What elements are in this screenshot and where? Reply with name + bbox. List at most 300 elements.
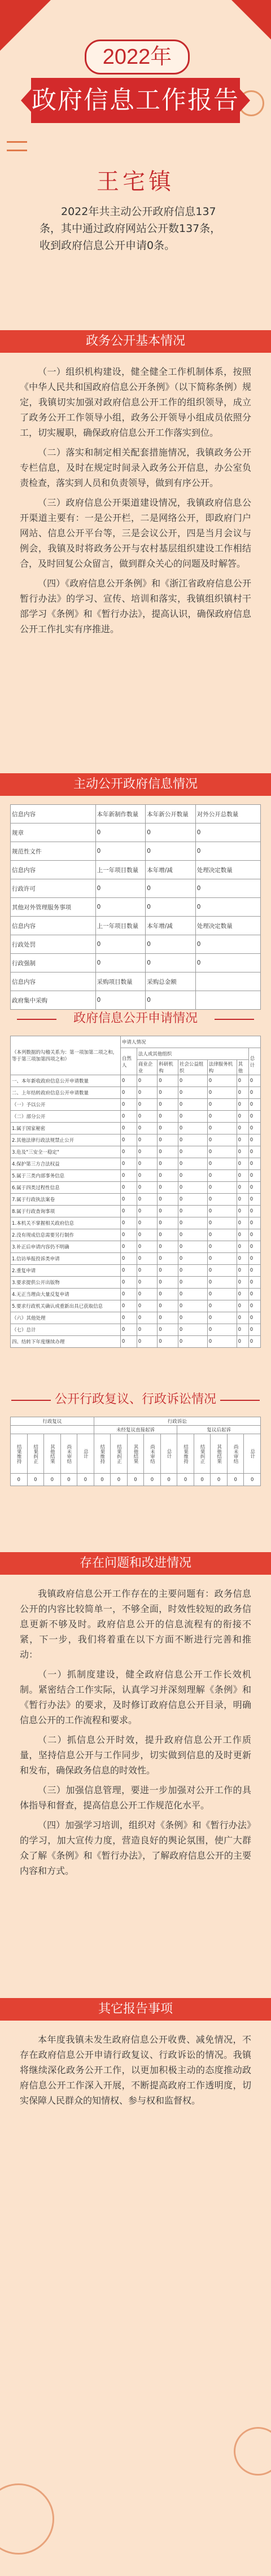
table-cell: 信息内容: [11, 805, 96, 823]
review-litigation-table: [10, 1417, 261, 1486]
table-cell: 0: [178, 1217, 207, 1229]
table-row-label: （二）部分公开: [11, 1111, 121, 1123]
table-cell: 0: [248, 1087, 260, 1099]
table-cell: 0: [207, 1158, 237, 1170]
table-cell: 0: [207, 1194, 237, 1206]
table-row: [11, 1217, 261, 1229]
table-cell: 0: [158, 1146, 178, 1158]
report-title-banner: 政府信息工作报告: [31, 78, 240, 123]
table-cell: 0: [120, 1253, 137, 1265]
table-cell: 0: [178, 1241, 207, 1253]
table-cell: 0: [120, 1300, 137, 1312]
table-cell: 0: [211, 1474, 228, 1486]
table-cell: 0: [178, 1300, 207, 1312]
table-cell: 0: [158, 1075, 178, 1087]
table-cell: 0: [248, 1324, 260, 1336]
table-cell: 0: [178, 1170, 207, 1182]
table-row: [11, 1289, 261, 1300]
table-cell: 0: [237, 1182, 248, 1194]
table-cell: 0: [95, 935, 146, 954]
table-cell: 0: [77, 1474, 94, 1486]
table-cell: 0: [120, 1111, 137, 1123]
table-row: [11, 861, 261, 879]
table-cell: 上一年项目数量: [95, 917, 146, 935]
table-cell: 0: [207, 1312, 237, 1324]
table-cell: 0: [137, 1300, 158, 1312]
table-row-label: （六）其他处理: [11, 1312, 121, 1324]
table-cell: 0: [207, 1253, 237, 1265]
table-row: [11, 1474, 261, 1486]
table-cell: 0: [237, 1241, 248, 1253]
table-cell: 0: [207, 1229, 237, 1241]
table-cell: 0: [237, 1123, 248, 1134]
table-row: [11, 1146, 261, 1158]
table-cell: 信息内容: [11, 861, 96, 879]
table-cell: 0: [158, 1241, 178, 1253]
table-cell: 0: [120, 1206, 137, 1217]
table-cell: 行政许可: [11, 879, 96, 898]
table-row-label: 5.要求行政机关确认或重新出具已获取信息: [11, 1300, 121, 1312]
table-group-header: [11, 1426, 94, 1434]
table-cell: 处理决定数量: [195, 861, 260, 879]
table-cell: 0: [158, 1336, 178, 1348]
table-cell: 0: [237, 1289, 248, 1300]
table-cell: 0: [195, 823, 260, 842]
table-row: [11, 1277, 261, 1289]
paragraph: 本年度我镇未发生政府信息公开收费、减免情况，不存在政府信息公开申请行政复议、行政诉讼的情况。我镇将继续深化政务公开工作，以更加积极主动的态度推动政府信息公开工作深入开展，不断提高政府工作透明度，切实保障人民群众的知情权、参与权和监督权。: [20, 2034, 251, 2106]
table-cell: 0: [248, 1123, 260, 1134]
paragraph: 我镇政府信息公开工作存在的主要问题有：政务信息公开的内容比较简单一，不够全面，时效性较短的政务信息更新不够及时。政府信息公开的信息流程有的衔接不紧，下一步，我们将着重在以下方面不断进行完善和推动：: [20, 1588, 251, 1660]
table-row-label: 6.属于四类过程性信息: [11, 1182, 121, 1194]
corner-decoration-right: [231, 0, 271, 40]
table-cell: 0: [178, 1087, 207, 1099]
section-body-problems: [20, 1586, 251, 1878]
table-cell: 0: [158, 1229, 178, 1241]
table-col-header: 科研机构: [158, 1060, 178, 1075]
table-cell: 0: [178, 1229, 207, 1241]
table-group-header: 行政诉讼: [94, 1417, 260, 1426]
report-year-badge: 2022年: [85, 40, 190, 75]
table-cell: 0: [237, 1300, 248, 1312]
table-cell: 0: [237, 1146, 248, 1158]
table-cell: 0: [120, 1134, 137, 1146]
table-cell: 0: [178, 1123, 207, 1134]
divider: [215, 1019, 254, 1020]
table-cell: 0: [248, 1289, 260, 1300]
table-cell: 0: [137, 1146, 158, 1158]
table-cell: 0: [178, 1099, 207, 1111]
table-cell: [195, 991, 260, 1010]
table-cell: 0: [207, 1277, 237, 1289]
table-cell: 0: [137, 1229, 158, 1241]
table-cell: 0: [248, 1241, 260, 1253]
circle-decoration: [0, 2483, 54, 2555]
table-row: [11, 823, 261, 842]
table-cell: 0: [207, 1206, 237, 1217]
table-cell: 0: [178, 1182, 207, 1194]
table-row: [11, 879, 261, 898]
table-row: [11, 1158, 261, 1170]
table-cell: 0: [27, 1474, 44, 1486]
table-cell: 0: [178, 1336, 207, 1348]
table-row: [11, 1417, 261, 1426]
table-cell: 0: [248, 1277, 260, 1289]
applications-table-body: [11, 1075, 261, 1348]
stripe-decoration: [7, 141, 27, 151]
table-cell: 0: [158, 1158, 178, 1170]
table-cell: 0: [237, 1099, 248, 1111]
table-cell: 0: [237, 1229, 248, 1241]
table-cell: 0: [120, 1170, 137, 1182]
table-row-label: 1.本机关不掌握相关政府信息: [11, 1217, 121, 1229]
table-cell: 0: [237, 1158, 248, 1170]
table-cell: 0: [195, 898, 260, 917]
table-row-label: 5.属于三类内部事务信息: [11, 1170, 121, 1182]
table-cell: 0: [158, 1170, 178, 1182]
table-cell: 0: [248, 1253, 260, 1265]
table-cell: 0: [120, 1324, 137, 1336]
table-row-label: （一）予以公开: [11, 1099, 121, 1111]
table-row-label: 二、上年结转政府信息公开申请数量: [11, 1087, 121, 1099]
table-cell: 0: [137, 1158, 158, 1170]
table-cell: 0: [248, 1158, 260, 1170]
table-col-header: 总计: [77, 1434, 94, 1474]
table-cell: 0: [11, 1474, 28, 1486]
table-cell: 0: [244, 1474, 261, 1486]
table-cell: 本年增/减: [146, 861, 196, 879]
table-cell: 0: [120, 1241, 137, 1253]
table-cell: 0: [195, 842, 260, 861]
table-row: [11, 1087, 261, 1099]
paragraph: （四）加强学习培训，组织对《条例》和《暂行办法》的学习，加大宣传力度，营造良好的舆论氛围，使广大群众了解《条例》和《暂行办法》，了解政府信息公开的主要内容和方式。: [20, 1820, 251, 1876]
table-cell: 0: [146, 935, 196, 954]
table-cell: 0: [237, 1206, 248, 1217]
table-cell: 0: [160, 1474, 177, 1486]
table-group-header: 未经复议直接起诉: [94, 1426, 177, 1434]
table-cell: 0: [207, 1087, 237, 1099]
table-cell: 0: [207, 1182, 237, 1194]
table-cell: 0: [237, 1312, 248, 1324]
table-cell: 0: [195, 935, 260, 954]
table-cell: 0: [178, 1134, 207, 1146]
table-col-header: 尚未审结: [144, 1434, 161, 1474]
paragraph: （三）政府信息公开渠道建设情况，我镇政府信息公开渠道主要有：一是公开栏，二是网络公开，即政府门户网站、信息公开平台等，三是会议公开，四是当月会议与例会，我镇及时将政务公开与农村基层组织建设工作相结合，及时回复公众留言，做到群众关心的问题及时解答。: [20, 497, 251, 569]
table-row-label: 8.属于行政查询事项: [11, 1206, 121, 1217]
table-col-header: 总计: [160, 1434, 177, 1474]
table-cell: 0: [178, 1158, 207, 1170]
applications-table: [10, 1036, 261, 1348]
table-cell: [195, 972, 260, 991]
table-row: [11, 1336, 261, 1348]
table-cell: 0: [237, 1170, 248, 1182]
table-row-label: 一、本年新收政府信息公开申请数量: [11, 1075, 121, 1087]
report-intro: 2022年共主动公开政府信息137条，其中通过政府网站公开数137条，收到政府信息公开申请0条。: [40, 205, 221, 252]
table-cell: 信息内容: [11, 917, 96, 935]
table-cell: 规章: [11, 823, 96, 842]
table-cell: 0: [120, 1087, 137, 1099]
table-row-label: 3.危及"三安全一稳定": [11, 1146, 121, 1158]
table-col-header: 尚未审结: [227, 1434, 244, 1474]
table-cell: 0: [178, 1194, 207, 1206]
table-cell: 0: [137, 1253, 158, 1265]
section-title-active-disclosure: 主动公开政府信息情况: [0, 773, 271, 796]
table-row: [11, 805, 261, 823]
section-title-review-litigation: [0, 1388, 271, 1411]
table-cell: 0: [146, 898, 196, 917]
table-row-label: 四、结转下年度继续办理: [11, 1336, 121, 1348]
table-row: [11, 1241, 261, 1253]
table-cell: 0: [207, 1217, 237, 1229]
section-body-basic: [20, 364, 251, 637]
table-cell: 0: [158, 1182, 178, 1194]
table-cell: 0: [137, 1134, 158, 1146]
table-cell: 0: [120, 1099, 137, 1111]
table-cell: 0: [248, 1182, 260, 1194]
table-cell: 规范性文件: [11, 842, 96, 861]
table-cell: 0: [158, 1265, 178, 1277]
table-row-label: 4.保护第三方合法权益: [11, 1158, 121, 1170]
table-cell: 0: [158, 1087, 178, 1099]
table-cell: 0: [137, 1265, 158, 1277]
table-row-label: 7.属于行政执法案卷: [11, 1194, 121, 1206]
table-cell: 0: [248, 1099, 260, 1111]
section-title-text: 政府信息公开申请情况: [73, 1011, 198, 1026]
table-row: [11, 935, 261, 954]
table-row: [11, 1134, 261, 1146]
table-col-header: 法人或其他组织: [137, 1048, 248, 1060]
table-col-header: 总计: [248, 1048, 260, 1075]
table-cell: 0: [120, 1075, 137, 1087]
table-cell: 本年新制作数量: [95, 805, 146, 823]
table-cell: 0: [137, 1075, 158, 1087]
table-cell: 0: [207, 1111, 237, 1123]
table-cell: 0: [127, 1474, 144, 1486]
corner-decoration-left: [0, 0, 51, 51]
table-cell: 0: [178, 1111, 207, 1123]
table-cell: 行政处罚: [11, 935, 96, 954]
table-cell: 0: [146, 842, 196, 861]
table-cell: 0: [95, 991, 146, 1010]
table-cell: 0: [158, 1217, 178, 1229]
table-col-header: 总计: [244, 1434, 261, 1474]
table-col-header: 法律服务机构: [207, 1060, 237, 1075]
table-cell: 0: [178, 1265, 207, 1277]
table-cell: 0: [207, 1075, 237, 1087]
table-row: [11, 1426, 261, 1434]
table-row-label: 2.没有现成信息需要另行制作: [11, 1229, 121, 1241]
table-cell: 0: [120, 1336, 137, 1348]
table-cell: 0: [158, 1277, 178, 1289]
table-cell: 0: [248, 1312, 260, 1324]
table-group-header: 复议后起诉: [177, 1426, 261, 1434]
circle-decoration: [234, 2427, 271, 2476]
table-cell: 0: [120, 1217, 137, 1229]
table-cell: 行政强制: [11, 954, 96, 972]
table-col-header: 结果纠正: [27, 1434, 44, 1474]
divider: [11, 1400, 51, 1401]
table-group-header: 行政复议: [11, 1417, 94, 1426]
table-row: [11, 1036, 261, 1048]
table-cell: 0: [207, 1170, 237, 1182]
table-cell: 0: [194, 1474, 211, 1486]
table-cell: 0: [158, 1111, 178, 1123]
table-cell: 0: [120, 1182, 137, 1194]
table-row: [11, 1194, 261, 1206]
table-cell: 0: [195, 954, 260, 972]
table-cell: 0: [120, 1289, 137, 1300]
table-cell: 0: [248, 1134, 260, 1146]
table-cell: 0: [237, 1087, 248, 1099]
table-cell: 0: [120, 1123, 137, 1134]
table-row: [11, 1434, 261, 1474]
table-row-label: 2.重复申请: [11, 1265, 121, 1277]
table-group-header: 申请人情况: [120, 1036, 260, 1048]
table-row-label: 1.属于国家秘密: [11, 1123, 121, 1134]
table-col-header: 其他结果: [44, 1434, 61, 1474]
table-cell: 0: [158, 1324, 178, 1336]
table-cell: 0: [158, 1123, 178, 1134]
section-title-other: 其它报告事项: [0, 1998, 271, 2021]
table-cell: 0: [137, 1289, 158, 1300]
table-col-header: 尚未审结: [60, 1434, 77, 1474]
table-cell: 0: [207, 1289, 237, 1300]
table-cell: 本年增/减: [146, 917, 196, 935]
table-cell: 0: [158, 1206, 178, 1217]
table-row: [11, 898, 261, 917]
table-cell: 0: [120, 1277, 137, 1289]
table-cell: 0: [60, 1474, 77, 1486]
table-cell: 0: [195, 879, 260, 898]
table-cell: 0: [237, 1134, 248, 1146]
table-cell: 0: [137, 1087, 158, 1099]
table-row: [11, 1265, 261, 1277]
table-row: [11, 1123, 261, 1134]
table-cell: 0: [158, 1134, 178, 1146]
table-cell: 0: [146, 991, 196, 1010]
table-cell: 0: [178, 1206, 207, 1217]
table-cell: 0: [158, 1300, 178, 1312]
table-corner-note: （本列数据的勾稽关系为：第一项加第二项之和，等于第三项加第四项之和）: [11, 1036, 121, 1075]
paragraph: （二）抓信息公开时效，提升政府信息公开工作质量，坚持信息公开与工作同步，切实做到信息的及时更新和发布，确保政务信息的时效性。: [20, 1734, 251, 1776]
table-col-header: 自然人: [120, 1048, 137, 1075]
table-col-header: 社会公益组织: [178, 1060, 207, 1075]
table-cell: 0: [248, 1300, 260, 1312]
table-cell: 0: [137, 1277, 158, 1289]
table-cell: 0: [178, 1289, 207, 1300]
table-row: [11, 917, 261, 935]
table-row: [11, 991, 261, 1010]
table-cell: 对外公开总数量: [195, 805, 260, 823]
table-row-label: 3.补正后申请内容仍不明确: [11, 1241, 121, 1253]
paragraph: （一）抓制度建设，健全政府信息公开工作长效机制。紧密结合工作实际，认真学习并深刻理解《条例》和《暂行办法》的要求，及时修订政府信息公开目录，明确信息公开的工作流程和要求。: [20, 1669, 251, 1725]
table-row-label: 4.无正当理由大量反复申请: [11, 1289, 121, 1300]
table-cell: 政府集中采购: [11, 991, 96, 1010]
paragraph: （四）《政府信息公开条例》和《浙江省政府信息公开暂行办法》的学习、宣传、培训和落实，我镇组织镇村干部学习《条例》和《暂行办法》，提高认识，确保政府信息公开工作扎实有序推进。: [20, 578, 251, 634]
section-body-other: [20, 2032, 251, 2108]
table-cell: 0: [207, 1336, 237, 1348]
table-cell: 0: [248, 1170, 260, 1182]
table-cell: 0: [207, 1324, 237, 1336]
table-cell: 0: [207, 1241, 237, 1253]
report-author: 王宅镇: [97, 169, 174, 195]
table-cell: 0: [248, 1194, 260, 1206]
table-cell: 0: [178, 1075, 207, 1087]
table-row: [11, 1170, 261, 1182]
table-cell: 0: [146, 823, 196, 842]
table-cell: 0: [137, 1194, 158, 1206]
table-col-header: 结果维持: [94, 1434, 111, 1474]
table-cell: 0: [120, 1194, 137, 1206]
table-cell: 0: [137, 1312, 158, 1324]
table-col-header: 商业企业: [137, 1060, 158, 1075]
table-cell: 采购总金额: [146, 972, 196, 991]
table-cell: 其他对外管理服务事项: [11, 898, 96, 917]
table-cell: 0: [237, 1194, 248, 1206]
table-cell: 0: [137, 1206, 158, 1217]
table-cell: 0: [44, 1474, 61, 1486]
table-cell: 0: [144, 1474, 161, 1486]
table-cell: 0: [248, 1075, 260, 1087]
table-row: [11, 1229, 261, 1241]
table-cell: 0: [137, 1123, 158, 1134]
table-cell: 0: [120, 1312, 137, 1324]
table-cell: 0: [248, 1146, 260, 1158]
table-cell: 0: [207, 1300, 237, 1312]
table-row: [11, 1206, 261, 1217]
table-cell: 0: [237, 1324, 248, 1336]
table-cell: 0: [178, 1146, 207, 1158]
paragraph: （一）组织机构建设，健全健全工作机制体系，按照《中华人民共和国政府信息公开条例》（以下简称条例）规定，我镇切实加强对政府信息公开工作的组织领导，成立了政务公开工作领导小组，政务公开领导小组成员依照分工，切实履职，确保政府信息公开工作落实到位。: [20, 366, 251, 438]
paragraph: （三）加强信息管理，要进一步加强对公开工作的具体指导和督查，提高信息公开工作规范化水平。: [20, 1785, 251, 1811]
table-cell: 0: [237, 1277, 248, 1289]
table-col-header: 结果维持: [11, 1434, 28, 1474]
table-col-header: 其他: [237, 1060, 248, 1075]
table-cell: 0: [248, 1111, 260, 1123]
table-cell: 0: [95, 879, 146, 898]
table-cell: 0: [95, 954, 146, 972]
table-cell: 处理决定数量: [195, 917, 260, 935]
table-cell: 采购项目数量: [95, 972, 146, 991]
table-row-label: （七）总计: [11, 1324, 121, 1336]
report-header: [0, 0, 271, 252]
table-cell: 0: [177, 1474, 194, 1486]
table-cell: 0: [95, 842, 146, 861]
table-cell: 0: [248, 1217, 260, 1229]
table-cell: 0: [227, 1474, 244, 1486]
table-cell: 0: [237, 1265, 248, 1277]
table-cell: 0: [137, 1099, 158, 1111]
divider: [17, 1019, 56, 1020]
table-row: [11, 1253, 261, 1265]
table-cell: 0: [237, 1336, 248, 1348]
table-cell: 0: [178, 1277, 207, 1289]
table-cell: 0: [137, 1241, 158, 1253]
table-cell: 0: [120, 1229, 137, 1241]
table-cell: 0: [158, 1312, 178, 1324]
table-cell: 0: [111, 1474, 128, 1486]
table-cell: 0: [158, 1194, 178, 1206]
table-col-header: 其他结果: [127, 1434, 144, 1474]
table-cell: 0: [137, 1170, 158, 1182]
section-title-problems: 存在问题和改进情况: [0, 1552, 271, 1575]
section-title-text: 公开行政复议、行政诉讼情况: [54, 1392, 216, 1407]
table-cell: 0: [146, 879, 196, 898]
section-title-applications: [0, 1007, 271, 1030]
table-col-header: 结果纠正: [194, 1434, 211, 1474]
table-row-label: 3.要求提供公开出版物: [11, 1277, 121, 1289]
table-cell: 0: [207, 1123, 237, 1134]
table-cell: 0: [120, 1146, 137, 1158]
